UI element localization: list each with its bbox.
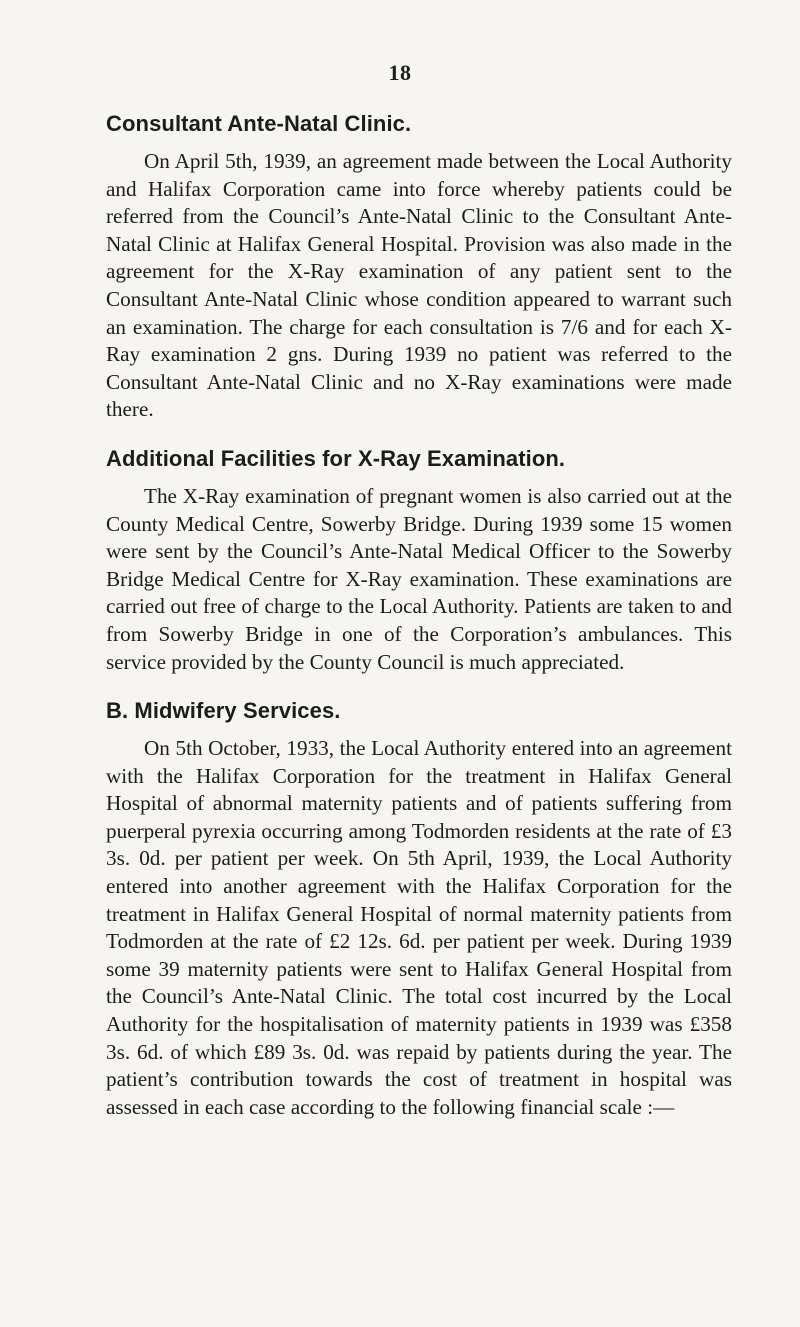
section-consultant-ante-natal-clinic: [106, 109, 732, 424]
section-heading: B. Midwifery Services.: [106, 698, 341, 724]
section-heading: Consultant Ante-Natal Clinic.: [106, 111, 412, 136]
section-xray-facilities: [106, 444, 732, 676]
section-paragraph: On April 5th, 1939, an agreement made between the Local Authority and Halifax Corporation came into force whereby patients could be referred from the Council’s Ante-Natal Clinic to the Consultant Ante-Natal Clinic at Halifax General Hospital. Provision was also made in the agreement for the X-Ray examination of any patient sent to the Consultant Ante-Natal Clinic whose condition appeared to warrant such an examination. The charge for each consultation is 7/6 and for each X-Ray examination 2 gns. During 1939 no patient was referred to the Consultant Ante-Natal Clinic and no X-Ray examinations were made there.: [106, 149, 732, 422]
section-midwifery-services: [106, 696, 732, 1121]
section-paragraph: On 5th October, 1933, the Local Authority entered into an agreement with the Halifax Corporation for the treatment in Halifax General Hospital of abnormal maternity patients and of patients suffering from puerperal pyrexia occurring among Todmorden residents at the rate of £3 3s. 0d. per patient per week. On 5th April, 1939, the Local Authority entered into another agreement with the Halifax Corporation for the treatment in Halifax General Hospital of normal maternity patients from Todmorden at the rate of £2 12s. 6d. per patient per week. During 1939 some 39 maternity patients were sent to Halifax General Hospital from the Council’s Ante-Natal Clinic. The total cost incurred by the Local Authority for the hospitalisation of maternity patients in 1939 was £358 3s. 6d. of which £89 3s. 0d. was repaid by patients during the year. The patient’s contribution towards the cost of treatment in hospital was assessed in each case according to the following financial scale :—: [106, 736, 732, 1119]
document-body: [106, 109, 732, 1121]
page-number: 18: [388, 60, 412, 85]
section-paragraph: The X-Ray examination of pregnant women is also carried out at the County Medical Centre, Sowerby Bridge. During 1939 some 15 women were sent by the Council’s Ante-Natal Medical Officer to the Sowerby Bridge Medical Centre for X-Ray examination. These examinations are carried out free of charge to the Local Authority. Patients are taken to and from Sowerby Bridge in one of the Corporation’s ambulances. This service provided by the County Council is much appreciated.: [106, 483, 732, 674]
section-heading: Additional Facilities for X-Ray Examination.: [106, 445, 566, 471]
